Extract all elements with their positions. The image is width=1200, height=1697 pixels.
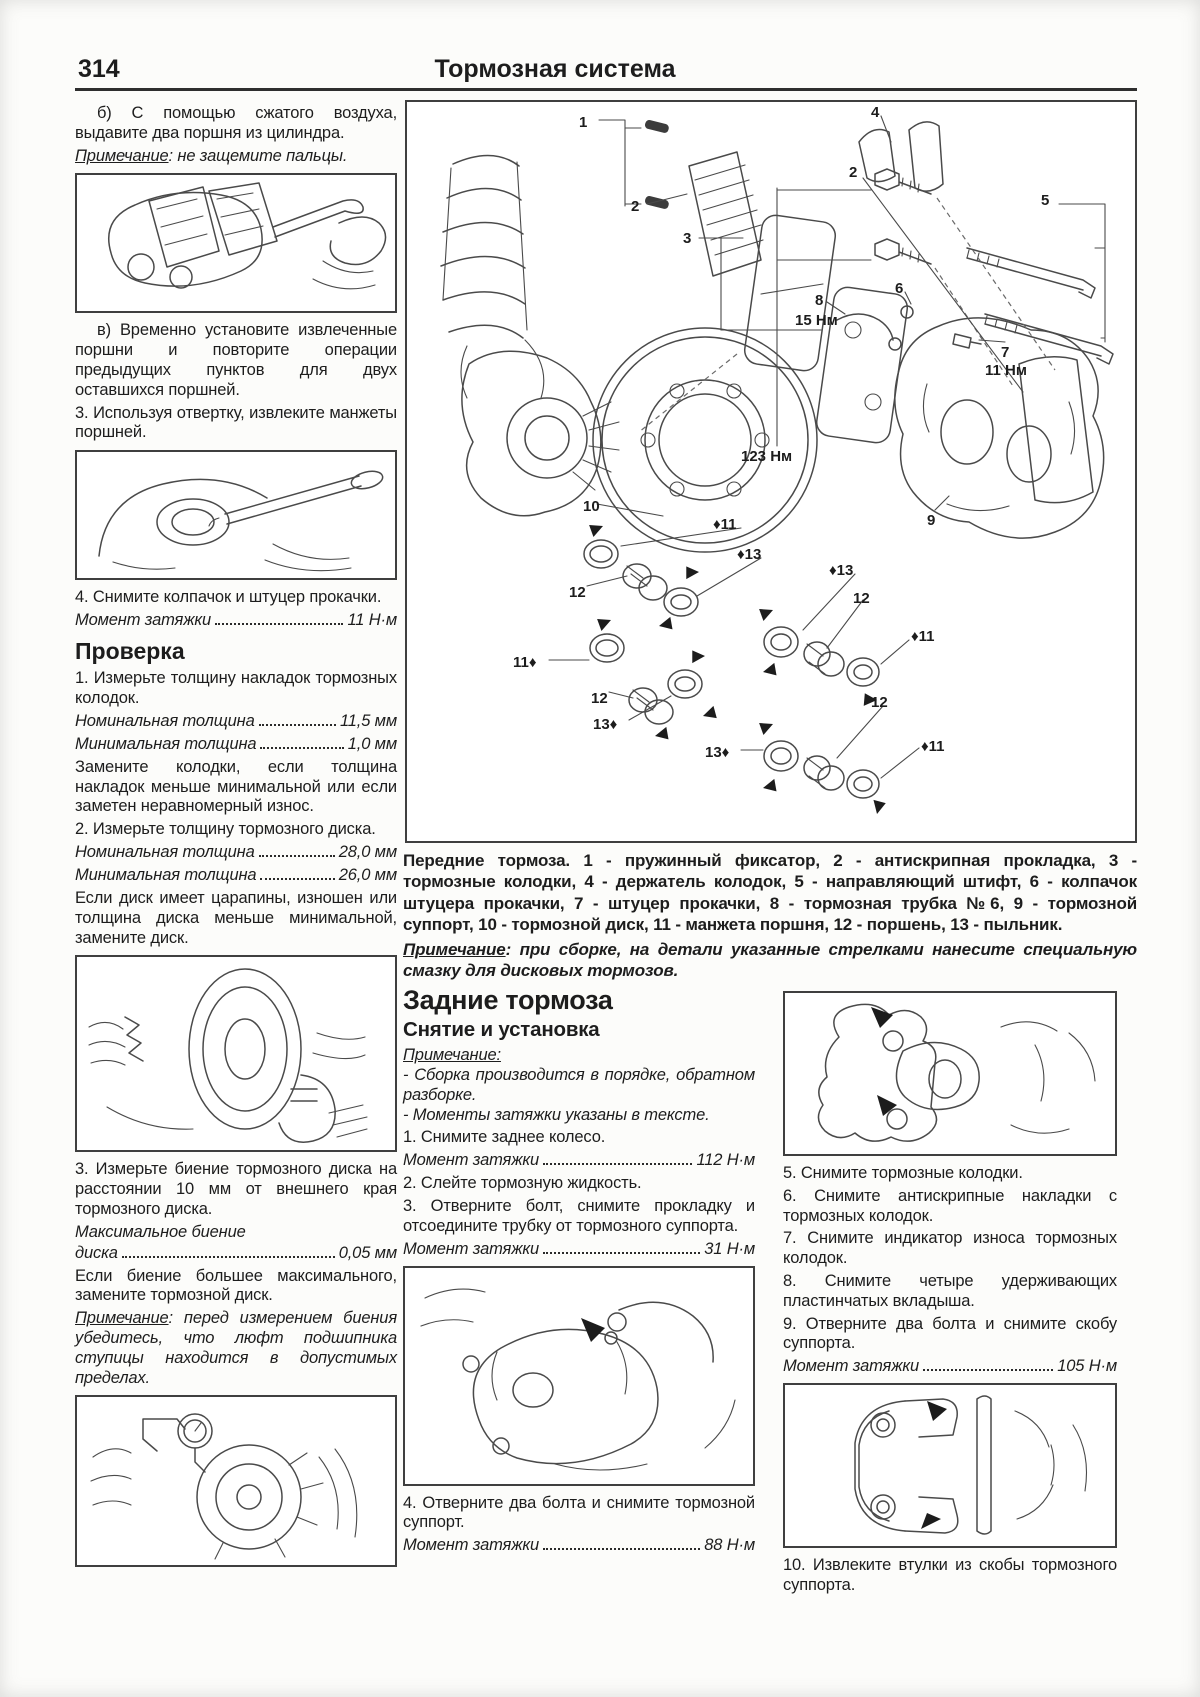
rear-step-2: 2. Слейте тормозную жидкость. bbox=[403, 1174, 642, 1193]
disc-nominal-spec: Номинальная толщина 28,0 мм bbox=[75, 843, 397, 862]
diagram-label: 3 bbox=[683, 230, 692, 247]
diagram-label: 12 bbox=[853, 590, 870, 607]
diagram-label: 11 Нм bbox=[985, 362, 1027, 379]
diagram-label: 13♦ bbox=[593, 716, 618, 733]
diagram-label: 2 bbox=[849, 164, 858, 181]
figure-runout-measure-illustration bbox=[75, 1395, 397, 1567]
rear-brakes-heading: Задние тормоза bbox=[403, 985, 613, 1015]
step-b-text: б) С помощью сжатого воздуха, выдавите два поршня из цилиндра. bbox=[75, 104, 397, 142]
note-pinch bbox=[75, 147, 397, 167]
rear-brakes-subheading: Снятие и установка bbox=[403, 1017, 600, 1041]
check-1-note: Замените колодки, если толщина накладок меньше минимальной или если заметен неравномерный износ. bbox=[75, 757, 397, 816]
figure-seal-removal-illustration bbox=[75, 450, 397, 580]
diagram-label: 1 bbox=[579, 114, 588, 131]
note-label: Примечание bbox=[75, 1309, 169, 1328]
front-brakes-diagram bbox=[405, 100, 1137, 843]
check-2-note: Если диск имеет царапины, изношен или толщина диска меньше минимальной, замените диск. bbox=[75, 889, 397, 947]
diagram-caption-block bbox=[403, 850, 1137, 982]
torque-spec-tube: Момент затяжки 31 Н·м bbox=[403, 1239, 755, 1258]
rear-step-10: 10. Извлеките втулки из скобы тормозного суппорта. bbox=[783, 1556, 1117, 1594]
runout-spec: диска 0,05 мм bbox=[75, 1243, 397, 1262]
rear-brakes-column bbox=[403, 986, 755, 1559]
diagram-label: ♦11 bbox=[921, 738, 945, 755]
diagram-label: 7 bbox=[1001, 344, 1010, 361]
diagram-label: 10 bbox=[583, 498, 600, 515]
diagram-label: ♦13 bbox=[829, 562, 854, 579]
diagram-label: 5 bbox=[1041, 192, 1050, 209]
diagram-note bbox=[403, 939, 1137, 982]
step-v-text: в) Временно установите извлеченные поршни и повторите операции предыдущих пунктов для двух оставшихся поршней. bbox=[75, 321, 397, 399]
page-number: 314 bbox=[78, 55, 120, 83]
rear-steps-column bbox=[783, 986, 1117, 1599]
check-heading: Проверка bbox=[75, 637, 185, 664]
diagram-label: 4 bbox=[871, 104, 880, 121]
note-label: Примечание bbox=[75, 146, 169, 165]
diagram-label: 12 bbox=[591, 690, 608, 707]
rear-note-label: Примечание: bbox=[403, 1046, 501, 1065]
rear-note-1: - Сборка производится в порядке, обратном разборке. bbox=[403, 1066, 755, 1104]
note-label: Примечание bbox=[403, 940, 506, 959]
diagram-label: 15 Нм bbox=[795, 312, 838, 329]
figure-piston-removal-illustration bbox=[75, 173, 397, 313]
pad-nominal-spec: Номинальная толщина 11,5 мм bbox=[75, 711, 397, 730]
check-3-text: 3. Измерьте биение тормозного диска на расстоянии 10 мм от внешнего края тормозного диска. bbox=[75, 1160, 397, 1219]
torque-spec-bracket: Момент затяжки 105 Н·м bbox=[783, 1357, 1117, 1376]
diagram-label: 6 bbox=[895, 280, 904, 297]
rear-step-9: 9. Отверните два болта и снимите скобу суппорта. bbox=[783, 1314, 1117, 1353]
rear-step-7: 7. Снимите индикатор износа тормозных колодок. bbox=[783, 1229, 1117, 1268]
rear-step-5: 5. Снимите тормозные колодки. bbox=[783, 1164, 1023, 1182]
check-3-note: Если биение большее максимального, замените тормозной диск. bbox=[75, 1266, 397, 1305]
figure-rear-pads-removal-illustration bbox=[783, 991, 1117, 1156]
rear-step-4: 4. Отверните два болта и снимите тормозной суппорт. bbox=[403, 1493, 755, 1532]
rear-step-8: 8. Снимите четыре удерживающих пластинчатых вкладыша. bbox=[783, 1271, 1117, 1310]
runout-spec-line1: Максимальное биение bbox=[75, 1222, 246, 1241]
torque-spec: Момент затяжки 11 Н·м bbox=[75, 610, 397, 629]
check-1-text: 1. Измерьте толщину накладок тормозных колодок. bbox=[75, 669, 397, 708]
torque-spec-wheel: Момент затяжки 112 Н·м bbox=[403, 1151, 755, 1170]
rear-step-1: 1. Снимите заднее колесо. bbox=[403, 1128, 606, 1147]
step-4-text: 4. Снимите колпачок и штуцер прокачки. bbox=[75, 588, 382, 607]
figure-bracket-bushings-illustration bbox=[783, 1383, 1117, 1548]
diagram-label: 2 bbox=[631, 198, 640, 215]
note-bearing-text: : перед измерением биения убедитесь, что люфт подшипника ступицы находится в допустимых пределах. bbox=[75, 1309, 397, 1387]
pad-min-spec: Минимальная толщина 1,0 мм bbox=[75, 734, 397, 753]
disc-min-spec: Минимальная толщина 26,0 мм bbox=[75, 866, 397, 885]
page-title: Тормозная система bbox=[434, 55, 676, 83]
check-2-text: 2. Измерьте толщину тормозного диска. bbox=[75, 820, 376, 839]
note-bearing bbox=[75, 1309, 397, 1388]
note-pinch-text: : не защемите пальцы. bbox=[168, 146, 348, 165]
diagram-label: ♦11 bbox=[713, 516, 737, 533]
diagram-label: ♦13 bbox=[737, 546, 762, 563]
torque-spec-caliper: Момент затяжки 88 Н·м bbox=[403, 1536, 755, 1555]
diagram-caption: Передние тормоза. 1 - пружинный фиксатор, 2 - антискрипная прокладка, 3 - тормозные колодки, 4 - держатель колодок, 5 - направляющий штифт, 6 - колпачок штуцера прокачки, 7 - штуцер прокачки, 8 - тормозная трубка №6, 9 - тормозной суппорт, 10 - тормозной диск, 11 - манжета поршня, 12 - поршень, 13 - пыльник. bbox=[403, 851, 1137, 934]
rear-step-3: 3. Отверните болт, снимите прокладку и отсоедините трубку от тормозного суппорта. bbox=[403, 1197, 755, 1235]
left-column bbox=[75, 104, 397, 1575]
rear-step-6: 6. Снимите антискрипные накладки с тормозных колодок. bbox=[783, 1186, 1117, 1225]
diagram-label: 13♦ bbox=[705, 744, 730, 761]
header-rule bbox=[75, 88, 1137, 91]
diagram-label: 8 bbox=[815, 292, 824, 309]
rear-note-2: - Моменты затяжки указаны в тексте. bbox=[403, 1105, 710, 1124]
step-3-text: 3. Используя отвертку, извлеките манжеты поршней. bbox=[75, 403, 397, 442]
diagram-label: 12 bbox=[871, 694, 888, 711]
diagram-label: 123 Нм bbox=[741, 448, 793, 465]
figure-disc-thickness-illustration bbox=[75, 955, 397, 1152]
diagram-label: ♦11 bbox=[911, 628, 935, 645]
diagram-label: 12 bbox=[569, 584, 586, 601]
diagram-label: 9 bbox=[927, 512, 936, 529]
diagram-label: 11♦ bbox=[513, 654, 537, 671]
figure-rear-caliper-hose-illustration bbox=[403, 1266, 755, 1486]
diagram-note-text: : при сборке, на детали указанные стрелками нанесите специальную смазку для дисковых тормозов. bbox=[403, 940, 1137, 981]
